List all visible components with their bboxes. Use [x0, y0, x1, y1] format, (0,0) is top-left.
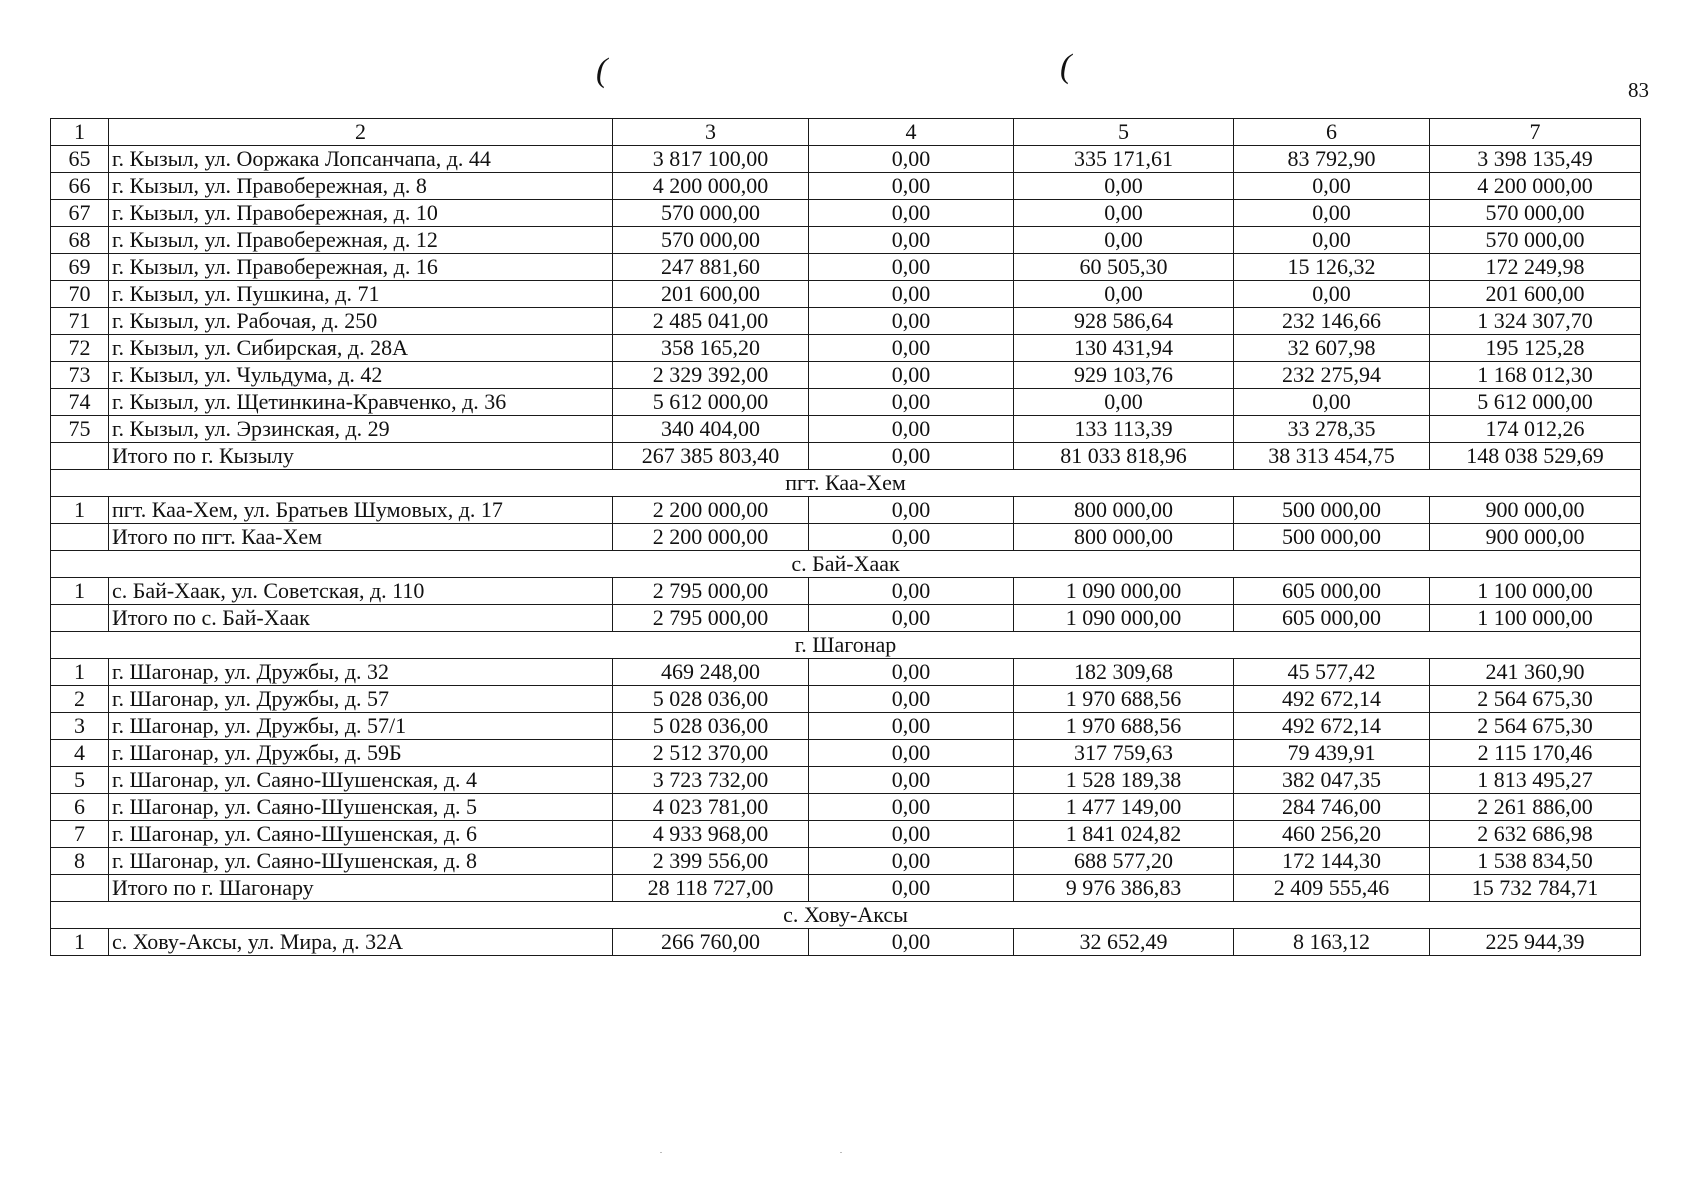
address-cell: г. Кызыл, ул. Щетинкина-Кравченко, д. 36	[109, 389, 613, 416]
address-cell: пгт. Каа-Хем, ул. Братьев Шумовых, д. 17	[109, 497, 613, 524]
value-cell: 1 100 000,00	[1430, 578, 1641, 605]
table-body	[51, 119, 1641, 956]
value-cell: 0,00	[1234, 389, 1430, 416]
section-title: с. Хову-Аксы	[51, 902, 1641, 929]
value-cell: 0,00	[809, 200, 1014, 227]
value-cell: 492 672,14	[1234, 713, 1430, 740]
address-cell: Итого по с. Бай-Хаак	[109, 605, 613, 632]
value-cell: 1 841 024,82	[1014, 821, 1234, 848]
value-cell: 0,00	[809, 740, 1014, 767]
value-cell: 38 313 454,75	[1234, 443, 1430, 470]
total-row	[51, 524, 1641, 551]
value-cell: 1 100 000,00	[1430, 605, 1641, 632]
row-number: 73	[51, 362, 109, 389]
table-row	[51, 362, 1641, 389]
table-row	[51, 821, 1641, 848]
value-cell: 570 000,00	[613, 200, 809, 227]
table-row	[51, 794, 1641, 821]
table-row	[51, 929, 1641, 956]
address-cell: г. Кызыл, ул. Правобережная, д. 10	[109, 200, 613, 227]
value-cell: 570 000,00	[1430, 227, 1641, 254]
value-cell: 0,00	[1014, 173, 1234, 200]
section-title: пгт. Каа-Хем	[51, 470, 1641, 497]
address-cell: г. Кызыл, ул. Эрзинская, д. 29	[109, 416, 613, 443]
section-title: г. Шагонар	[51, 632, 1641, 659]
row-number: 69	[51, 254, 109, 281]
value-cell: 0,00	[809, 146, 1014, 173]
section-title: с. Бай-Хаак	[51, 551, 1641, 578]
value-cell: 60 505,30	[1014, 254, 1234, 281]
table-row	[51, 200, 1641, 227]
value-cell: 201 600,00	[1430, 281, 1641, 308]
row-number: 67	[51, 200, 109, 227]
address-cell: с. Бай-Хаак, ул. Советская, д. 110	[109, 578, 613, 605]
value-cell: 232 146,66	[1234, 308, 1430, 335]
row-number: 6	[51, 794, 109, 821]
value-cell: 0,00	[1234, 173, 1430, 200]
value-cell: 2 795 000,00	[613, 578, 809, 605]
value-cell: 0,00	[809, 227, 1014, 254]
value-cell: 800 000,00	[1014, 497, 1234, 524]
column-header: 5	[1014, 119, 1234, 146]
value-cell: 2 261 886,00	[1430, 794, 1641, 821]
row-number: 1	[51, 929, 109, 956]
section-header-row	[51, 551, 1641, 578]
row-number	[51, 875, 109, 902]
value-cell: 4 933 968,00	[613, 821, 809, 848]
address-cell: г. Шагонар, ул. Саяно-Шушенская, д. 8	[109, 848, 613, 875]
address-cell: г. Кызыл, ул. Правобережная, д. 16	[109, 254, 613, 281]
value-cell: 570 000,00	[613, 227, 809, 254]
value-cell: 5 028 036,00	[613, 686, 809, 713]
value-cell: 800 000,00	[1014, 524, 1234, 551]
value-cell: 1 970 688,56	[1014, 713, 1234, 740]
table-row	[51, 281, 1641, 308]
value-cell: 317 759,63	[1014, 740, 1234, 767]
address-cell: г. Шагонар, ул. Дружбы, д. 59Б	[109, 740, 613, 767]
value-cell: 0,00	[809, 605, 1014, 632]
total-row	[51, 605, 1641, 632]
value-cell: 0,00	[809, 713, 1014, 740]
value-cell: 0,00	[1234, 200, 1430, 227]
value-cell: 33 278,35	[1234, 416, 1430, 443]
value-cell: 0,00	[1014, 200, 1234, 227]
row-number: 8	[51, 848, 109, 875]
value-cell: 1 477 149,00	[1014, 794, 1234, 821]
table-row	[51, 389, 1641, 416]
value-cell: 172 144,30	[1234, 848, 1430, 875]
table-row	[51, 767, 1641, 794]
value-cell: 2 200 000,00	[613, 524, 809, 551]
value-cell: 0,00	[809, 443, 1014, 470]
value-cell: 1 090 000,00	[1014, 578, 1234, 605]
value-cell: 32 607,98	[1234, 335, 1430, 362]
value-cell: 79 439,91	[1234, 740, 1430, 767]
value-cell: 201 600,00	[613, 281, 809, 308]
value-cell: 1 538 834,50	[1430, 848, 1641, 875]
value-cell: 0,00	[809, 173, 1014, 200]
value-cell: 5 612 000,00	[613, 389, 809, 416]
value-cell: 0,00	[809, 659, 1014, 686]
value-cell: 83 792,90	[1234, 146, 1430, 173]
margin-mark: (	[1060, 48, 1072, 85]
value-cell: 174 012,26	[1430, 416, 1641, 443]
value-cell: 8 163,12	[1234, 929, 1430, 956]
value-cell: 148 038 529,69	[1430, 443, 1641, 470]
row-number: 71	[51, 308, 109, 335]
value-cell: 81 033 818,96	[1014, 443, 1234, 470]
table-row	[51, 578, 1641, 605]
value-cell: 0,00	[1014, 281, 1234, 308]
value-cell: 130 431,94	[1014, 335, 1234, 362]
table-row	[51, 659, 1641, 686]
value-cell: 492 672,14	[1234, 686, 1430, 713]
row-number: 4	[51, 740, 109, 767]
margin-mark: (	[596, 52, 608, 89]
value-cell: 0,00	[809, 281, 1014, 308]
section-header-row	[51, 632, 1641, 659]
total-row	[51, 443, 1641, 470]
value-cell: 0,00	[809, 821, 1014, 848]
address-cell: Итого по г. Шагонару	[109, 875, 613, 902]
value-cell: 0,00	[1234, 281, 1430, 308]
row-number: 1	[51, 497, 109, 524]
value-cell: 5 028 036,00	[613, 713, 809, 740]
value-cell: 284 746,00	[1234, 794, 1430, 821]
table-row	[51, 227, 1641, 254]
address-cell: Итого по г. Кызылу	[109, 443, 613, 470]
value-cell: 2 512 370,00	[613, 740, 809, 767]
row-number	[51, 524, 109, 551]
value-cell: 5 612 000,00	[1430, 389, 1641, 416]
row-number: 66	[51, 173, 109, 200]
address-cell: г. Шагонар, ул. Саяно-Шушенская, д. 5	[109, 794, 613, 821]
value-cell: 2 485 041,00	[613, 308, 809, 335]
row-number: 1	[51, 659, 109, 686]
value-cell: 2 399 556,00	[613, 848, 809, 875]
value-cell: 570 000,00	[1430, 200, 1641, 227]
value-cell: 2 115 170,46	[1430, 740, 1641, 767]
value-cell: 45 577,42	[1234, 659, 1430, 686]
value-cell: 0,00	[809, 362, 1014, 389]
section-header-row	[51, 902, 1641, 929]
table-header-row	[51, 119, 1641, 146]
value-cell: 335 171,61	[1014, 146, 1234, 173]
address-cell: г. Кызыл, ул. Пушкина, д. 71	[109, 281, 613, 308]
scan-speck	[840, 1152, 842, 1153]
value-cell: 3 398 135,49	[1430, 146, 1641, 173]
value-cell: 15 126,32	[1234, 254, 1430, 281]
value-cell: 358 165,20	[613, 335, 809, 362]
value-cell: 0,00	[809, 389, 1014, 416]
value-cell: 4 200 000,00	[613, 173, 809, 200]
value-cell: 469 248,00	[613, 659, 809, 686]
value-cell: 500 000,00	[1234, 497, 1430, 524]
row-number: 68	[51, 227, 109, 254]
table-row	[51, 146, 1641, 173]
value-cell: 929 103,76	[1014, 362, 1234, 389]
address-cell: г. Шагонар, ул. Дружбы, д. 57	[109, 686, 613, 713]
value-cell: 15 732 784,71	[1430, 875, 1641, 902]
value-cell: 133 113,39	[1014, 416, 1234, 443]
value-cell: 0,00	[809, 335, 1014, 362]
value-cell: 900 000,00	[1430, 497, 1641, 524]
row-number	[51, 443, 109, 470]
value-cell: 267 385 803,40	[613, 443, 809, 470]
value-cell: 460 256,20	[1234, 821, 1430, 848]
value-cell: 0,00	[809, 524, 1014, 551]
page-number: 83	[1628, 78, 1649, 102]
table-row	[51, 848, 1641, 875]
value-cell: 0,00	[809, 767, 1014, 794]
table-row	[51, 686, 1641, 713]
value-cell: 247 881,60	[613, 254, 809, 281]
value-cell: 1 090 000,00	[1014, 605, 1234, 632]
scan-speck	[660, 1152, 662, 1153]
value-cell: 0,00	[809, 578, 1014, 605]
column-header: 6	[1234, 119, 1430, 146]
value-cell: 2 200 000,00	[613, 497, 809, 524]
value-cell: 195 125,28	[1430, 335, 1641, 362]
address-cell: г. Кызыл, ул. Сибирская, д. 28А	[109, 335, 613, 362]
value-cell: 2 564 675,30	[1430, 686, 1641, 713]
address-cell: г. Кызыл, ул. Ооржака Лопсанчапа, д. 44	[109, 146, 613, 173]
value-cell: 928 586,64	[1014, 308, 1234, 335]
address-cell: г. Шагонар, ул. Дружбы, д. 32	[109, 659, 613, 686]
address-cell: г. Шагонар, ул. Дружбы, д. 57/1	[109, 713, 613, 740]
address-cell: г. Шагонар, ул. Саяно-Шушенская, д. 6	[109, 821, 613, 848]
row-number: 74	[51, 389, 109, 416]
column-header: 4	[809, 119, 1014, 146]
value-cell: 0,00	[809, 875, 1014, 902]
value-cell: 28 118 727,00	[613, 875, 809, 902]
value-cell: 2 409 555,46	[1234, 875, 1430, 902]
table-row	[51, 713, 1641, 740]
value-cell: 4 200 000,00	[1430, 173, 1641, 200]
value-cell: 9 976 386,83	[1014, 875, 1234, 902]
row-number: 72	[51, 335, 109, 362]
value-cell: 1 324 307,70	[1430, 308, 1641, 335]
table-row	[51, 416, 1641, 443]
value-cell: 0,00	[1234, 227, 1430, 254]
value-cell: 1 168 012,30	[1430, 362, 1641, 389]
value-cell: 1 813 495,27	[1430, 767, 1641, 794]
address-cell: с. Хову-Аксы, ул. Мира, д. 32А	[109, 929, 613, 956]
value-cell: 0,00	[809, 308, 1014, 335]
total-row	[51, 875, 1641, 902]
address-cell: г. Шагонар, ул. Саяно-Шушенская, д. 4	[109, 767, 613, 794]
table-row	[51, 308, 1641, 335]
value-cell: 232 275,94	[1234, 362, 1430, 389]
column-header: 7	[1430, 119, 1641, 146]
row-number	[51, 605, 109, 632]
table-row	[51, 173, 1641, 200]
value-cell: 225 944,39	[1430, 929, 1641, 956]
value-cell: 32 652,49	[1014, 929, 1234, 956]
value-cell: 0,00	[809, 794, 1014, 821]
row-number: 75	[51, 416, 109, 443]
value-cell: 3 723 732,00	[613, 767, 809, 794]
section-header-row	[51, 470, 1641, 497]
address-cell: г. Кызыл, ул. Правобережная, д. 8	[109, 173, 613, 200]
value-cell: 172 249,98	[1430, 254, 1641, 281]
value-cell: 266 760,00	[613, 929, 809, 956]
table-row	[51, 740, 1641, 767]
value-cell: 688 577,20	[1014, 848, 1234, 875]
value-cell: 0,00	[809, 686, 1014, 713]
value-cell: 382 047,35	[1234, 767, 1430, 794]
value-cell: 2 795 000,00	[613, 605, 809, 632]
row-number: 1	[51, 578, 109, 605]
value-cell: 605 000,00	[1234, 605, 1430, 632]
row-number: 70	[51, 281, 109, 308]
row-number: 5	[51, 767, 109, 794]
address-cell: г. Кызыл, ул. Рабочая, д. 250	[109, 308, 613, 335]
value-cell: 1 970 688,56	[1014, 686, 1234, 713]
value-cell: 0,00	[1014, 227, 1234, 254]
address-cell: Итого по пгт. Каа-Хем	[109, 524, 613, 551]
value-cell: 241 360,90	[1430, 659, 1641, 686]
value-cell: 900 000,00	[1430, 524, 1641, 551]
budget-table	[50, 118, 1641, 956]
value-cell: 2 329 392,00	[613, 362, 809, 389]
value-cell: 0,00	[809, 848, 1014, 875]
column-header: 2	[109, 119, 613, 146]
value-cell: 4 023 781,00	[613, 794, 809, 821]
table-row	[51, 254, 1641, 281]
table-row	[51, 497, 1641, 524]
value-cell: 182 309,68	[1014, 659, 1234, 686]
row-number: 2	[51, 686, 109, 713]
value-cell: 0,00	[809, 416, 1014, 443]
row-number: 3	[51, 713, 109, 740]
column-header: 3	[613, 119, 809, 146]
address-cell: г. Кызыл, ул. Правобережная, д. 12	[109, 227, 613, 254]
column-header: 1	[51, 119, 109, 146]
address-cell: г. Кызыл, ул. Чульдума, д. 42	[109, 362, 613, 389]
value-cell: 2 564 675,30	[1430, 713, 1641, 740]
value-cell: 605 000,00	[1234, 578, 1430, 605]
value-cell: 340 404,00	[613, 416, 809, 443]
value-cell: 1 528 189,38	[1014, 767, 1234, 794]
value-cell: 2 632 686,98	[1430, 821, 1641, 848]
row-number: 7	[51, 821, 109, 848]
value-cell: 0,00	[1014, 389, 1234, 416]
value-cell: 500 000,00	[1234, 524, 1430, 551]
value-cell: 0,00	[809, 497, 1014, 524]
value-cell: 0,00	[809, 929, 1014, 956]
table-row	[51, 335, 1641, 362]
row-number: 65	[51, 146, 109, 173]
value-cell: 3 817 100,00	[613, 146, 809, 173]
value-cell: 0,00	[809, 254, 1014, 281]
